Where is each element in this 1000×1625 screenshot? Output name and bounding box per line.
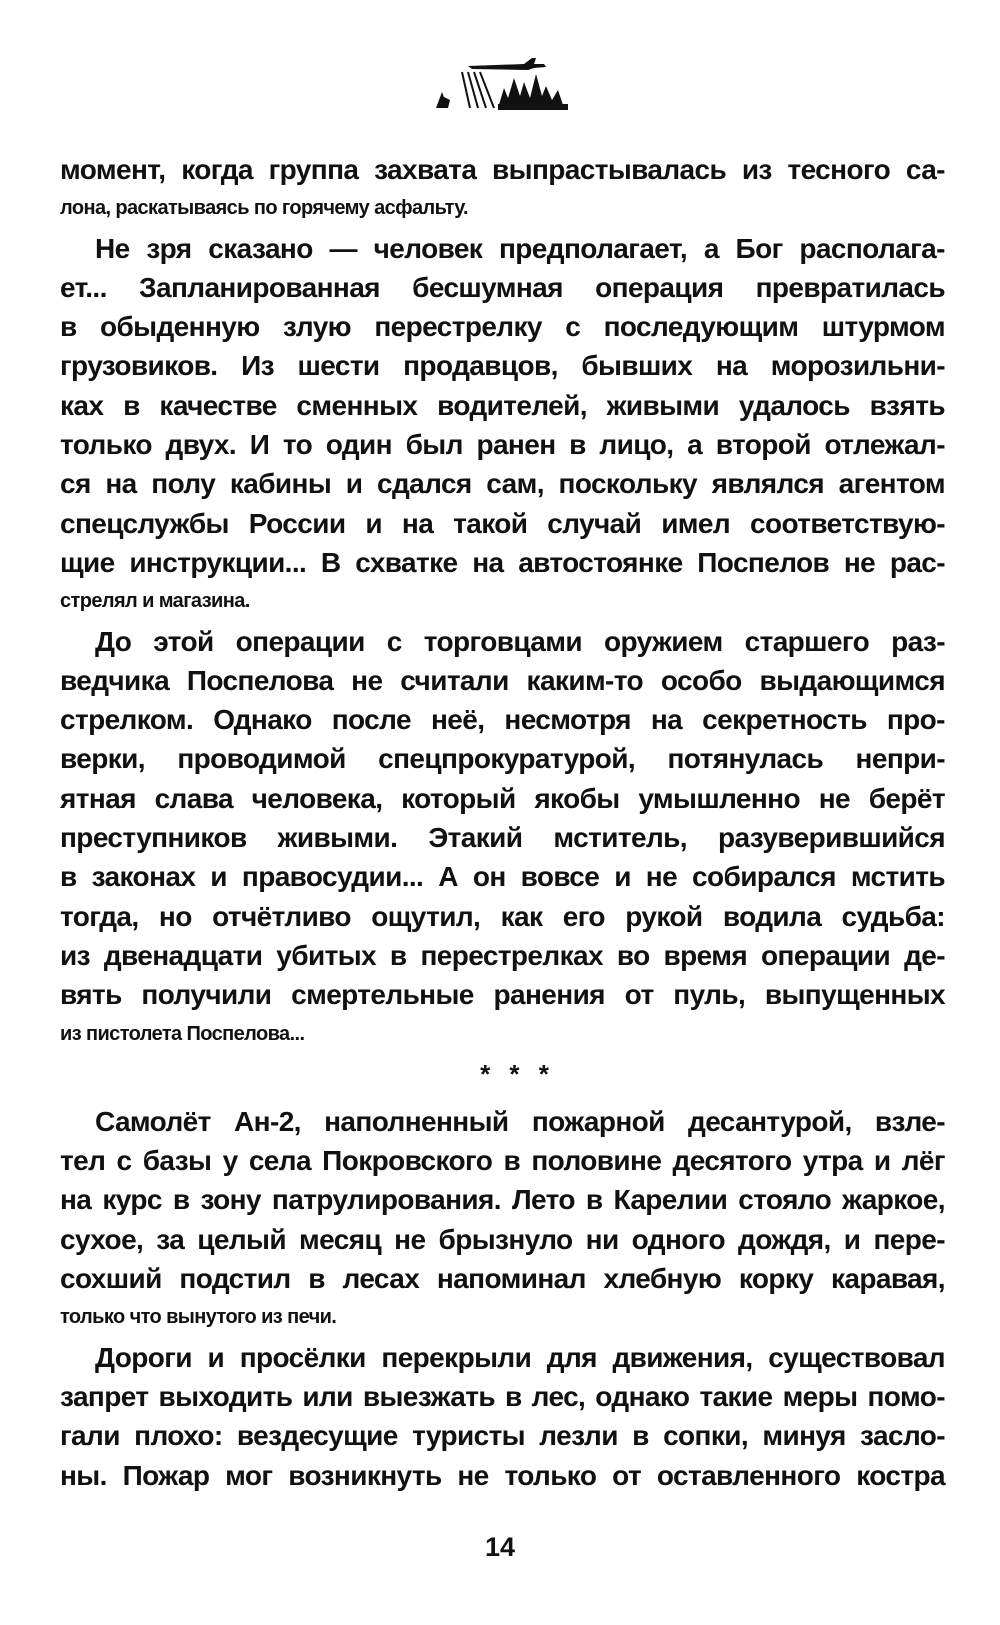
text-line: в законах и правосудии... А он вовсе и не собирался мстить	[60, 861, 945, 893]
text-line: сохший подстил в лесах напоминал хлебную корку каравая,	[60, 1263, 945, 1295]
text-line: лона, раскатываясь по горячему асфальту.	[60, 197, 469, 220]
text-line: Дороги и просёлки перекрыли для движения, существовал	[95, 1341, 945, 1373]
paragraph	[60, 1102, 945, 1338]
section-separator: * * *	[480, 1058, 555, 1089]
text-line: из пистолета Поспелова...	[60, 1022, 305, 1045]
body-text	[60, 150, 945, 1495]
text-line: гали плохо: вездесущие туристы лезли в сопки, минуя засло-	[60, 1420, 945, 1452]
text-line: преступников живыми. Этакий мститель, разуверившийся	[60, 822, 945, 854]
plane-over-forest-icon	[428, 52, 578, 114]
paragraph	[60, 150, 945, 229]
paragraph	[60, 622, 945, 1054]
text-line: момент, когда группа захвата выпрастывалась из тесного са-	[60, 154, 945, 185]
text-line: До этой операции с торговцами оружием старшего раз-	[95, 625, 945, 657]
text-line: стрелял и магазина.	[60, 590, 250, 613]
text-line: щие инструкции... В схватке на автостоянке Поспелов не рас-	[60, 546, 945, 578]
text-line: ведчика Поспелова не считали каким-то особо выдающимся	[60, 664, 945, 696]
text-line: только двух. И то один был ранен в лицо, а второй отлежал-	[60, 429, 945, 461]
text-line: ет... Запланированная бесшумная операция превратилась	[60, 271, 945, 303]
text-line: грузовиков. Из шести продавцов, бывших на морозильни-	[60, 350, 945, 382]
text-line: тел с базы у села Покровского в половине десятого утра и лёг	[60, 1145, 945, 1177]
text-line: из двенадцати убитых в перестрелках во время операции де-	[60, 939, 945, 971]
paragraph	[60, 1338, 945, 1495]
text-line: только что вынутого из печи.	[60, 1306, 337, 1329]
text-line: ятная слава человека, который якобы умышленно не берёт	[60, 782, 945, 814]
text-line: Самолёт Ан-2, наполненный пожарной десантурой, взле-	[95, 1105, 945, 1137]
text-line: спецслужбы России и на такой случай имел соответствую-	[60, 507, 945, 539]
paragraph	[60, 229, 945, 622]
text-line: Не зря сказано — человек предполагает, а Бог располага-	[95, 232, 945, 264]
page-number: 14	[484, 1532, 516, 1562]
text-line: сухое, за целый месяц не брызнуло ни одного дождя, и пере-	[60, 1223, 945, 1255]
text-line: стрелком. Однако после неё, несмотря на секретность про-	[60, 704, 945, 736]
text-line: вять получили смертельные ранения от пуль, выпущенных	[60, 979, 945, 1011]
text-line: тогда, но отчётливо ощутил, как его рукой водила судьба:	[60, 900, 945, 932]
text-line: запрет выходить или выезжать в лес, однако такие меры помо-	[60, 1380, 945, 1412]
text-line: на курс в зону патрулирования. Лето в Карелии стояло жаркое,	[60, 1184, 945, 1216]
text-line: ны. Пожар мог возникнуть не только от оставленного костра	[60, 1459, 945, 1491]
text-line: ках в качестве сменных водителей, живыми удалось взять	[60, 389, 945, 421]
text-line: ся на полу кабины и сдался сам, поскольку являлся агентом	[60, 468, 945, 500]
text-line: верки, проводимой спецпрокуратурой, потянулась непри-	[60, 743, 945, 775]
text-line: в обыденную злую перестрелку с последующим штурмом	[60, 311, 945, 343]
